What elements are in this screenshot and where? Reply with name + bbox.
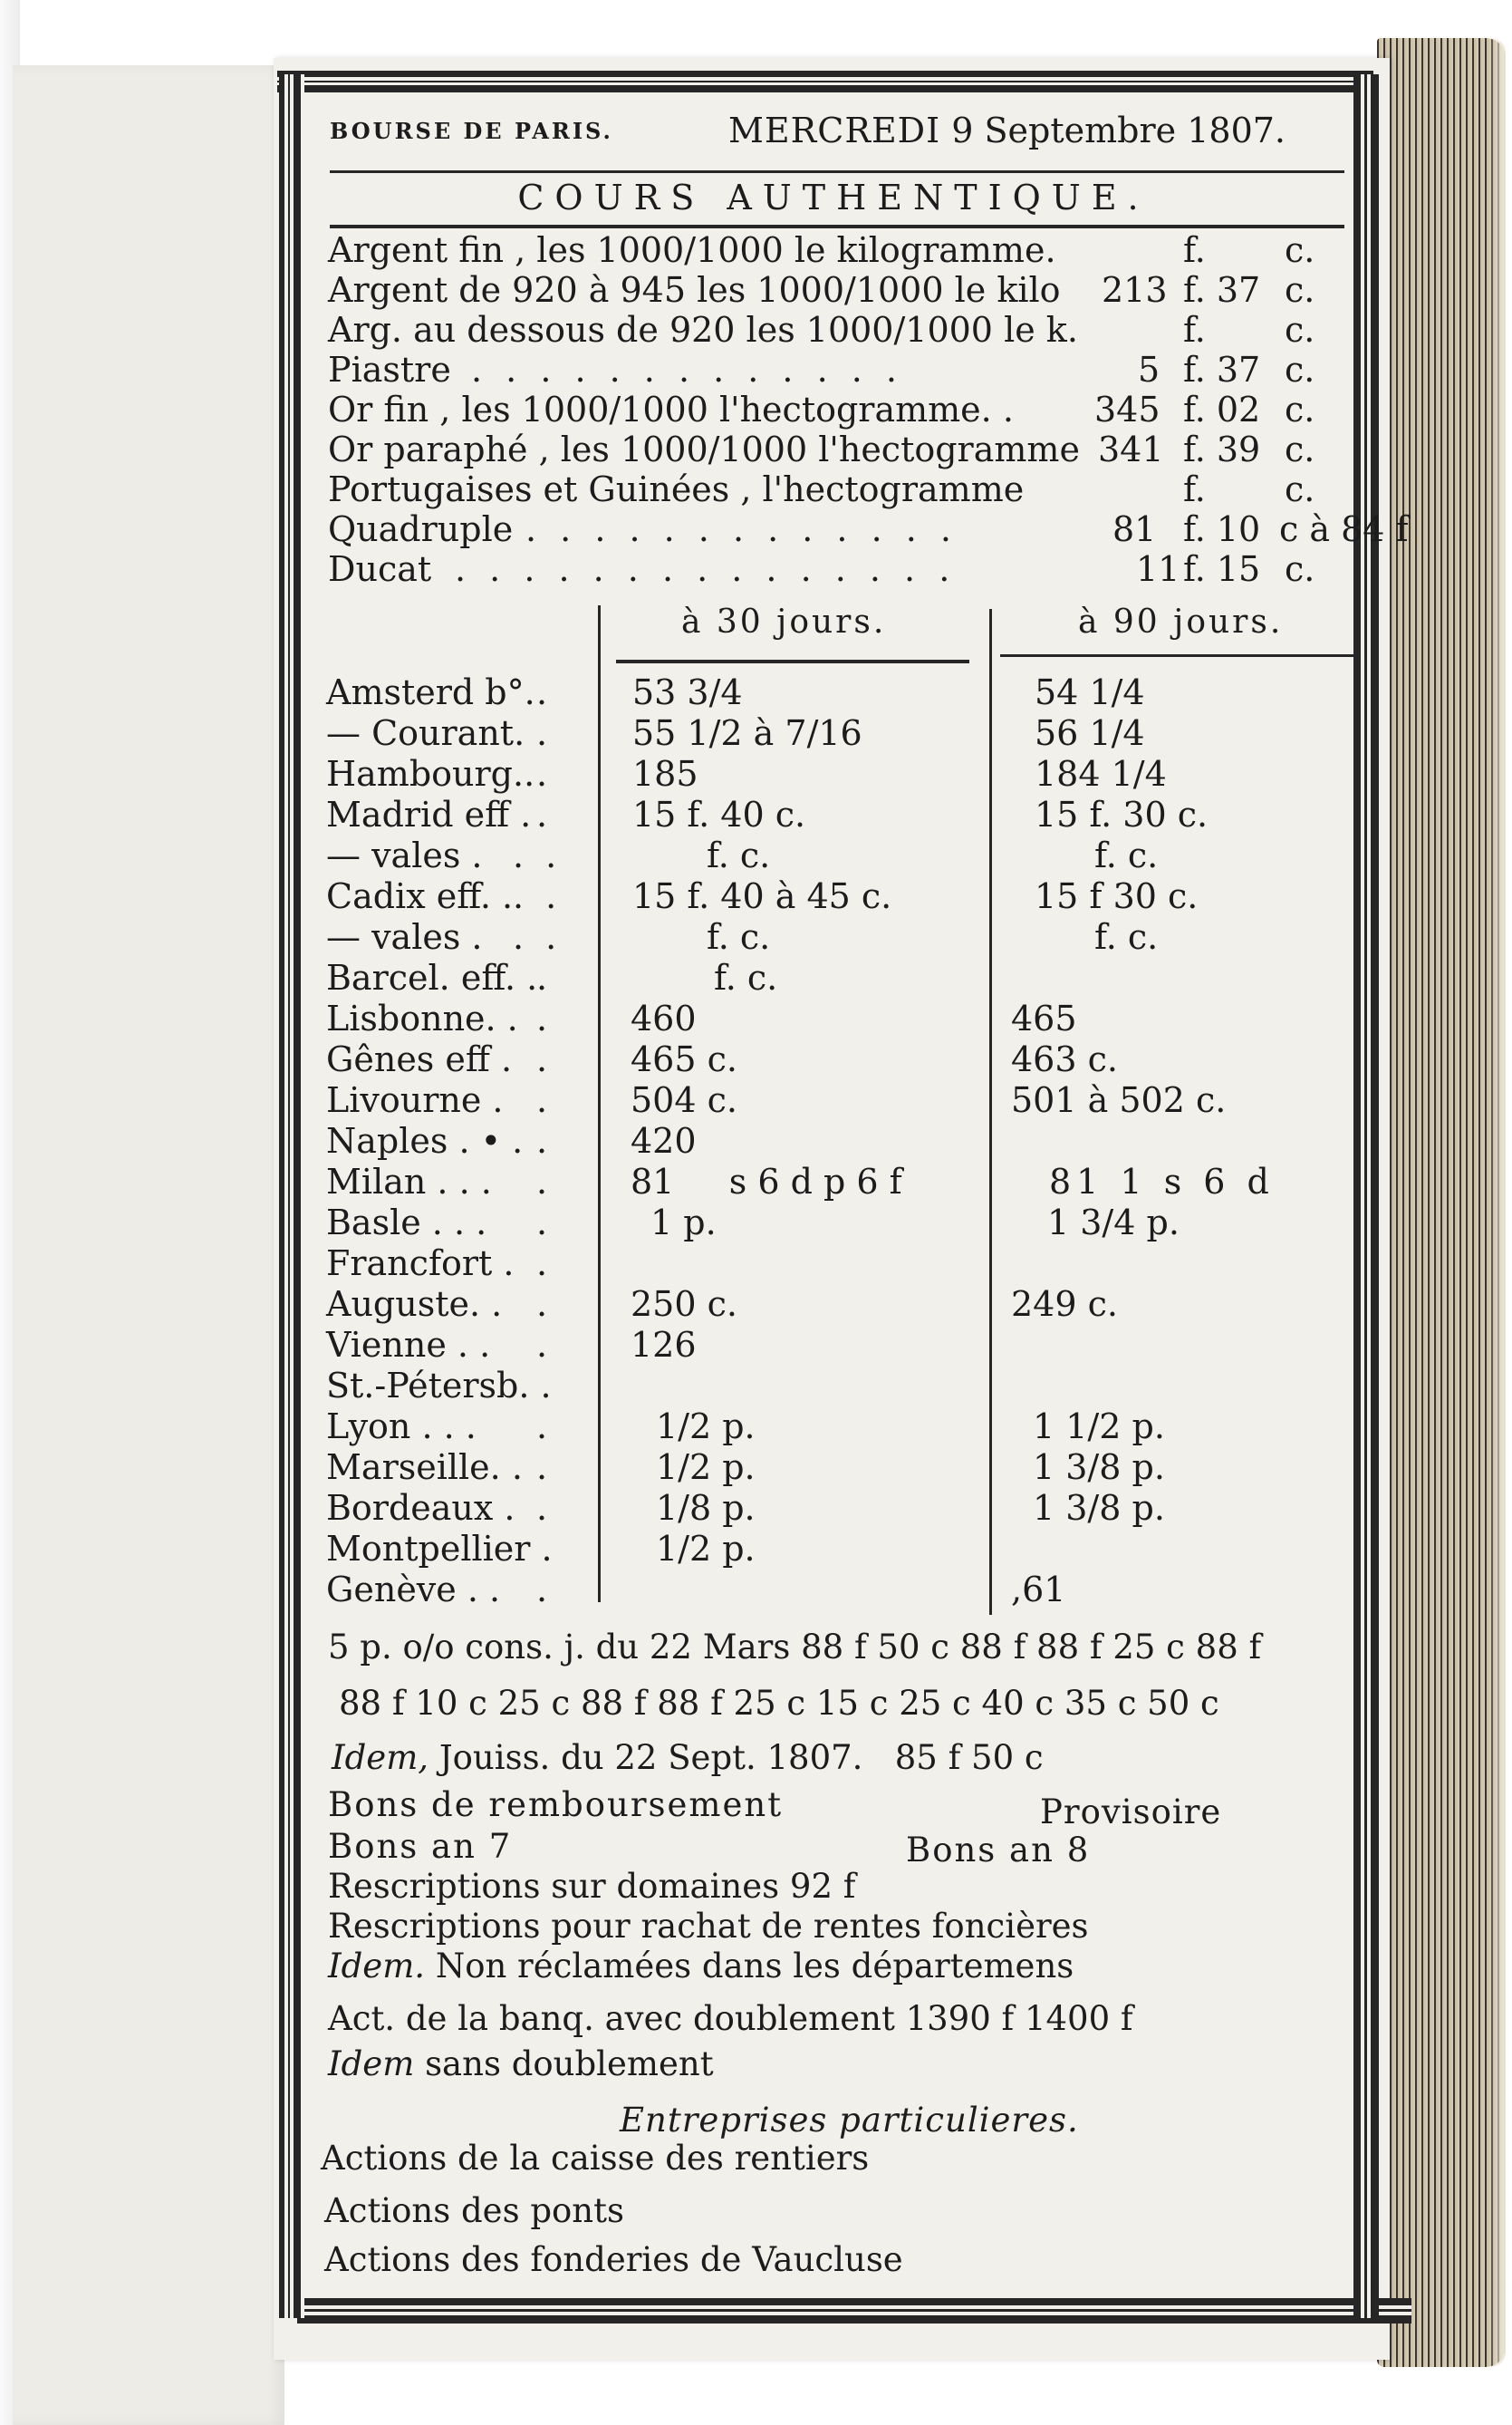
city-name: Lyon . . . (326, 1406, 477, 1446)
metal-label: Argent fin , les 1000/1000 le kilogramme. (328, 230, 1056, 270)
metal-row (328, 230, 1315, 270)
leader-dots: . (536, 958, 554, 998)
metal-label: Or fin , les 1000/1000 l'hectogramme. . (328, 390, 1014, 430)
city-name: Lisbonne. . (326, 999, 518, 1039)
metal-label: Piastre (328, 350, 451, 390)
rate-90-days: f. c. (1094, 917, 1159, 957)
table-row (326, 1121, 1341, 1163)
rate-90-days: 249 c. (1011, 1284, 1118, 1324)
rate-30-days: 15 f. 40 à 45 c. (632, 876, 892, 916)
actions-fonderies: Actions des fonderies de Vaucluse (324, 2240, 903, 2279)
rate-90-days: 54 1/4 (1035, 672, 1145, 712)
header-date (728, 111, 1286, 150)
provisoire: Provisoire (1040, 1792, 1222, 1831)
metal-unit-c: c. (1285, 230, 1315, 270)
page-edges (1377, 38, 1506, 2367)
metal-unit-f: f. 37 (1183, 350, 1261, 390)
leader-dots: . (536, 1488, 554, 1528)
table-row (326, 1162, 1341, 1203)
table-row (326, 795, 1341, 836)
leader-dots: . (536, 672, 554, 712)
rate-30-days: f. c. (714, 958, 778, 998)
rate-30-days: 465 c. (631, 1039, 737, 1079)
bons-remboursement: Bons de remboursement (328, 1785, 784, 1824)
city-name: Auguste. . (326, 1284, 503, 1324)
rate-90-days: 1 3/4 p. (1047, 1203, 1180, 1242)
rate-90-days: 15 f. 30 c. (1035, 795, 1209, 835)
table-row (326, 1447, 1341, 1489)
leader-dots: . . (513, 876, 563, 916)
metal-label: Quadruple (328, 509, 514, 549)
rate-30-days: 1/2 p. (656, 1406, 756, 1446)
city-name: Hambourg.. (326, 754, 535, 794)
metal-unit-f: f. 37 (1183, 270, 1261, 310)
actions-ponts: Actions des ponts (324, 2191, 624, 2230)
table-row (326, 754, 1341, 796)
rate-30-days: 420 (631, 1121, 697, 1161)
bons-an-7: Bons an 7 (328, 1827, 513, 1866)
idem-non-reclamees (328, 1947, 1074, 1985)
city-name: Cadix eff. . (326, 876, 514, 916)
metal-row (328, 430, 1315, 469)
idem-jouissance (332, 1738, 1044, 1777)
city-name: Livourne . (326, 1080, 504, 1120)
date: 9 Septembre 1807. (951, 111, 1286, 150)
metal-value: 81 (1112, 509, 1157, 549)
rescriptions-rachat: Rescriptions pour rachat de rentes foncières (328, 1907, 1089, 1946)
metal-row (328, 390, 1315, 430)
metal-value: 11 (1136, 549, 1180, 589)
rate-30-days: f. c. (707, 917, 771, 957)
metal-value: 345 (1094, 390, 1160, 430)
city-name: Basle . . . (326, 1203, 487, 1242)
frame-border-top (277, 71, 1373, 92)
leader-dots: . (536, 1203, 554, 1242)
table-row (326, 672, 1341, 714)
city-name: Barcel. eff. . (326, 958, 538, 998)
rate-30-days: 81 s 6 d p 6 f (631, 1162, 902, 1202)
leader-dots: . (536, 713, 554, 753)
city-name: Vienne . . (326, 1325, 491, 1365)
rule-under-90-header (1000, 654, 1353, 657)
leader-dots: . (536, 1039, 554, 1079)
rate-30-days: 250 c. (631, 1284, 737, 1324)
leader-dots: . . (513, 836, 563, 875)
rate-90-days: 501 à 502 c. (1011, 1080, 1227, 1120)
metal-unit-c: c. (1285, 310, 1315, 350)
metal-row (328, 350, 1315, 390)
rate-30-days: 460 (631, 999, 697, 1039)
metal-unit-c: c à 84 f (1279, 509, 1409, 549)
metal-unit-f: f. 15 (1183, 549, 1261, 589)
metal-unit-f: f. 10 (1183, 509, 1261, 549)
frame-border-bottom (297, 2298, 1411, 2324)
exchange-name: BOURSE DE PARIS. (330, 118, 613, 144)
city-name: Milan . . . (326, 1162, 492, 1202)
city-name: — vales . (326, 836, 483, 875)
leader-dots: . (536, 1243, 554, 1283)
rescriptions-domaines: Rescriptions sur domaines 92 f (328, 1867, 856, 1906)
idem-label: Idem. (328, 1947, 426, 1985)
rate-30-days: 1 p. (650, 1203, 717, 1242)
non-reclamees-text: Non réclamées dans les départemens (435, 1947, 1074, 1985)
rate-30-days: f. c. (707, 836, 771, 875)
rate-90-days: 465 (1011, 999, 1077, 1039)
rate-90-days: 81 1 s 6 d (1049, 1162, 1275, 1202)
table-row (326, 1080, 1341, 1122)
city-name: Francfort . (326, 1243, 515, 1283)
city-name: — vales . (326, 917, 483, 957)
city-name: Genève . . (326, 1570, 501, 1609)
table-row (326, 1570, 1341, 1611)
city-name: Marseille. . (326, 1447, 523, 1487)
leader-dots: . . (513, 917, 563, 957)
frame-border-left (279, 74, 304, 2318)
metal-unit-f: f. (1183, 469, 1206, 509)
rate-90-days: 15 f 30 c. (1035, 876, 1199, 916)
rate-30-days: 15 f. 40 c. (632, 795, 806, 835)
metal-value: 5 (1138, 350, 1160, 390)
metal-value: 341 (1098, 430, 1164, 469)
table-row (326, 876, 1341, 918)
rate-30-days: 504 c. (631, 1080, 737, 1120)
column-header-90-days: à 90 jours. (1078, 604, 1284, 641)
metal-row (328, 310, 1315, 350)
rate-90-days: f. c. (1094, 836, 1159, 875)
rate-90-days: 56 1/4 (1035, 713, 1145, 753)
city-name: Bordeaux . (326, 1488, 515, 1528)
rate-90-days: 184 1/4 (1035, 754, 1167, 794)
rate-90-days: ,61 (1011, 1570, 1066, 1609)
table-row (326, 1366, 1341, 1407)
rule-under-header (330, 170, 1344, 173)
rate-90-days: 1 3/8 p. (1033, 1488, 1165, 1528)
metal-unit-c: c. (1285, 549, 1315, 589)
idem-jouissance-text: Jouiss. du 22 Sept. 1807. 85 f 50 c (438, 1738, 1044, 1777)
city-name: — Courant. (326, 713, 525, 753)
table-row (326, 1039, 1341, 1081)
consolidated-line-2: 88 f 10 c 25 c 88 f 88 f 25 c 15 c 25 c 40 c 35 c 50 c (339, 1684, 1219, 1723)
metal-unit-f: f. 39 (1183, 430, 1261, 469)
weekday: MERCREDI (728, 111, 941, 150)
table-row (326, 836, 1341, 877)
rate-30-days: 1/2 p. (656, 1447, 756, 1487)
leader-dots: . (536, 1080, 554, 1120)
city-name: Montpellier . (326, 1529, 553, 1569)
table-row (326, 917, 1341, 959)
metal-row (328, 469, 1315, 509)
table-row (326, 958, 1341, 1000)
table-row (326, 1488, 1341, 1530)
metal-label: Argent de 920 à 945 les 1000/1000 le kilo (328, 270, 1061, 310)
table-row (326, 1284, 1341, 1326)
rate-90-days: 1 1/2 p. (1033, 1406, 1165, 1446)
idem-label: Idem, (332, 1738, 429, 1777)
sans-doublement-text: sans doublement (425, 2044, 714, 2083)
metal-unit-c: c. (1285, 469, 1315, 509)
rate-90-days: 463 c. (1011, 1039, 1118, 1079)
metal-unit-f: f. (1183, 310, 1206, 350)
city-name: St.-Pétersb. . (326, 1366, 552, 1406)
leader-dots: . (536, 1325, 554, 1365)
city-name: Naples . • . (326, 1121, 524, 1161)
metal-label: Or paraphé , les 1000/1000 l'hectogramme (328, 430, 1080, 469)
metal-unit-c: c. (1285, 350, 1315, 390)
metal-value: 213 (1102, 270, 1168, 310)
leader-dots: . (536, 999, 554, 1039)
rate-90-days: 1 3/8 p. (1033, 1447, 1165, 1487)
idem-label: Idem (328, 2044, 415, 2083)
rule-under-title (330, 225, 1344, 228)
metal-row (328, 549, 1315, 589)
table-row (326, 999, 1341, 1040)
metal-label: Ducat (328, 549, 432, 589)
leader-dots: . (536, 1121, 554, 1161)
metal-unit-c: c. (1285, 390, 1315, 430)
leader-dots: . (536, 1570, 554, 1609)
rate-30-days: 126 (631, 1325, 697, 1365)
rate-30-days: 185 (632, 754, 698, 794)
metal-label: Portugaises et Guinées , l'hectogramme (328, 469, 1025, 509)
table-row (326, 713, 1341, 755)
leader-dots: . . . . . . . . . . . . . (471, 350, 903, 390)
leader-dots: . . . . . . . . . . . . . (525, 509, 958, 549)
actions-caisse-rentiers: Actions de la caisse des rentiers (321, 2139, 870, 2178)
page-title: COURS AUTHENTIQUE. (517, 178, 1150, 217)
rule-under-30-header (616, 660, 969, 663)
leader-dots: . (536, 795, 554, 835)
table-row (326, 1325, 1341, 1367)
section-heading-entreprises: Entreprises particulieres. (620, 2101, 1079, 2140)
metal-unit-f: f. 02 (1183, 390, 1261, 430)
metal-unit-c: c. (1285, 270, 1315, 310)
metal-row (328, 270, 1315, 310)
rate-30-days: 1/2 p. (656, 1529, 756, 1569)
table-row (326, 1529, 1341, 1570)
metal-unit-c: c. (1285, 430, 1315, 469)
leader-dots: . (536, 754, 554, 794)
actions-banque: Act. de la banq. avec doublement 1390 f 1400 f (328, 1999, 1133, 2038)
city-name: Gênes eff . (326, 1039, 513, 1079)
leader-dots: . (536, 1447, 554, 1487)
city-name: Amsterd b°. (326, 672, 535, 712)
leader-dots: . (536, 1284, 554, 1324)
metal-row (328, 509, 1409, 549)
rate-30-days: 55 1/2 à 7/16 (632, 713, 862, 753)
blank-facing-page (13, 65, 284, 2425)
city-name: Madrid eff . (326, 795, 532, 835)
table-row (326, 1243, 1341, 1285)
metal-label: Arg. au dessous de 920 les 1000/1000 le k. (328, 310, 1078, 350)
metal-unit-f: f. (1183, 230, 1206, 270)
column-header-30-days: à 30 jours. (681, 604, 887, 641)
rate-30-days: 53 3/4 (632, 672, 743, 712)
idem-sans-doublement (328, 2044, 714, 2083)
leader-dots: . . . . . . . . . . . . . . . (455, 549, 957, 589)
consolidated-line-1: 5 p. o/o cons. j. du 22 Mars 88 f 50 c 88 f 88 f 25 c 88 f (328, 1628, 1262, 1667)
frame-border-right (1353, 74, 1379, 2318)
rate-30-days: 1/8 p. (656, 1488, 756, 1528)
leader-dots: . (536, 1162, 554, 1202)
leader-dots: . (536, 1406, 554, 1446)
table-row (326, 1203, 1341, 1244)
table-row (326, 1406, 1341, 1448)
bons-an-8: Bons an 8 (906, 1831, 1091, 1869)
